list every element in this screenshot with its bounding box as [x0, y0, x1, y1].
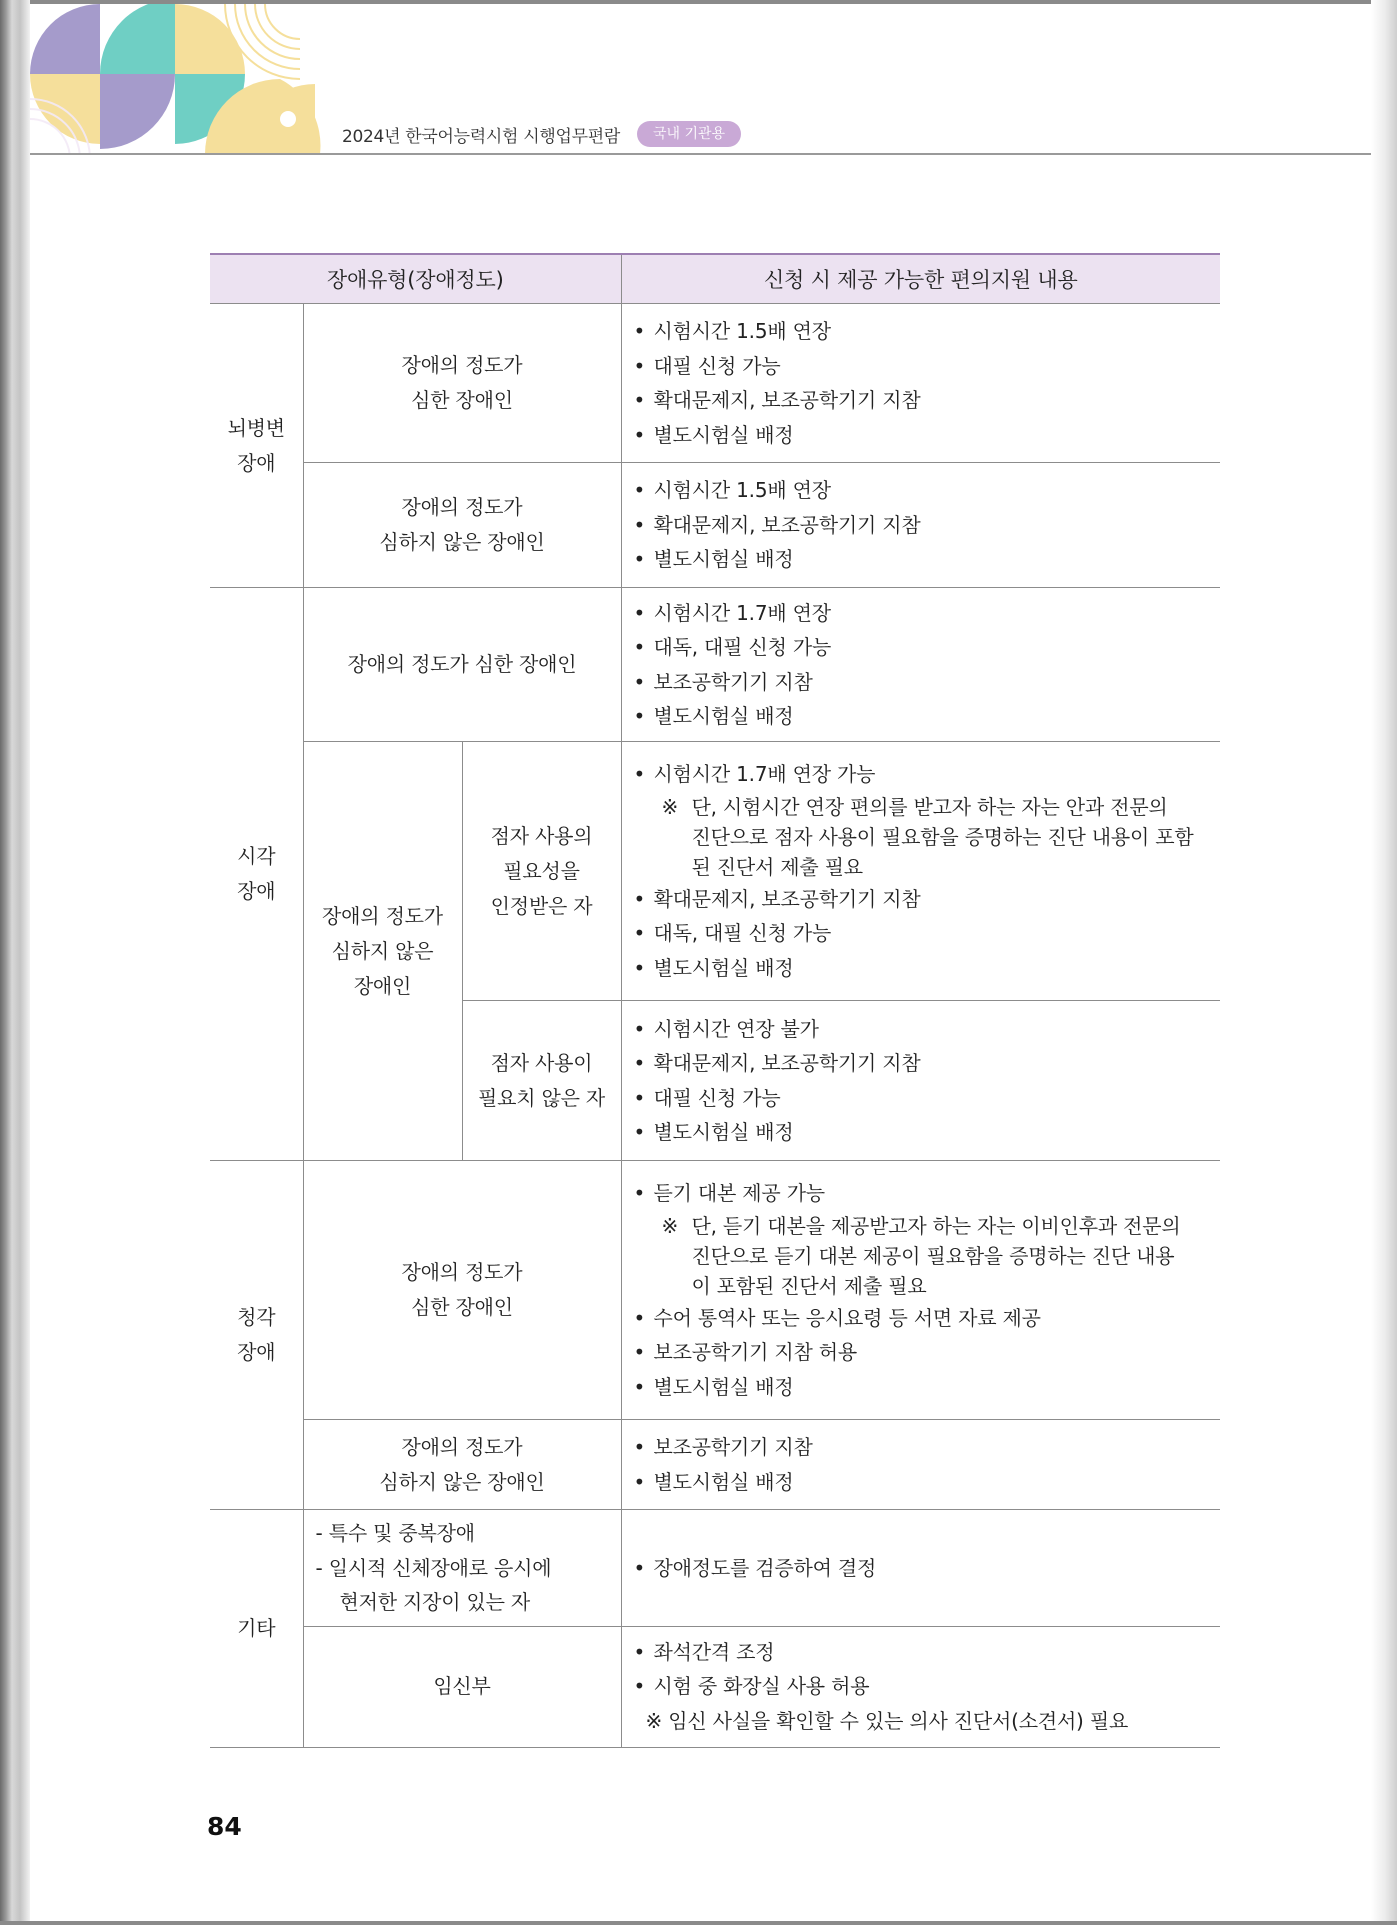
note-text: 이 포함된 진단서 제출 필요	[691, 1273, 927, 1298]
dash-mark: -	[315, 1521, 323, 1545]
table-row	[210, 588, 1220, 742]
bullet: •	[633, 512, 646, 537]
list-item	[634, 1335, 1221, 1370]
bullet: •	[633, 1120, 646, 1144]
sublevel-text: 점자 사용의	[490, 823, 593, 848]
table-row	[210, 304, 1220, 463]
bullet: •	[633, 1181, 646, 1205]
list-item	[634, 1176, 1221, 1211]
level-text: 심하지 않은 장애인	[379, 1469, 545, 1494]
bullet: •	[633, 1374, 646, 1399]
bullet: •	[633, 886, 646, 911]
item-text: 확대문제지, 보조공학기기 지참	[653, 886, 921, 911]
support-list	[621, 1001, 1220, 1161]
item-text: 좌석간격 조정	[653, 1639, 775, 1664]
list-item	[634, 1370, 1221, 1405]
list-item	[634, 473, 1221, 508]
bullet: •	[633, 1305, 646, 1330]
table-row	[210, 1420, 1220, 1510]
level-severe	[303, 588, 621, 742]
support-list	[621, 588, 1220, 742]
table-row	[210, 1626, 1220, 1747]
category-text: 장애	[237, 879, 276, 903]
list-item	[634, 1635, 1221, 1670]
list-item	[634, 916, 1221, 951]
level-severe	[303, 1161, 621, 1420]
bullet: •	[633, 1555, 646, 1580]
header-rule	[30, 153, 1371, 155]
list-item	[634, 951, 1221, 986]
list-item	[634, 314, 1221, 349]
running-title: 2024년 한국어능력시험 시행업무편람	[342, 127, 620, 147]
level-mild	[303, 463, 621, 588]
list-item	[634, 1465, 1221, 1500]
level-text: 심한 장애인	[411, 388, 513, 412]
page-edge-right	[1371, 0, 1397, 1925]
list-item	[634, 1669, 1221, 1704]
category-other	[210, 1510, 303, 1748]
table-header-row	[210, 254, 1220, 304]
list-item	[634, 383, 1221, 418]
item-text: 시험시간 1.7배 연장	[653, 600, 831, 625]
item-text: 별도시험실 배정	[653, 704, 794, 728]
bullet: •	[633, 1051, 646, 1075]
bullet: •	[633, 762, 646, 786]
level-mild	[303, 1420, 621, 1510]
level-text: 심한 장애인	[411, 1295, 513, 1319]
bullet: •	[633, 921, 646, 945]
list-item	[634, 1046, 1221, 1081]
item-text: 일시적 신체장애로 응시에	[328, 1555, 552, 1580]
bullet: •	[633, 600, 646, 625]
sublevel-text: 필요치 않은 자	[477, 1085, 606, 1110]
bullet: •	[633, 669, 646, 694]
list-item	[634, 1551, 1221, 1586]
note-text: 임신 사실을 확인할 수 있는 의사 진단서(소견서) 필요	[668, 1708, 1129, 1733]
list-item	[634, 1012, 1221, 1047]
list-item	[634, 1115, 1221, 1150]
item-text: 보조공학기기 지참	[653, 669, 813, 694]
level-text: 장애인	[353, 973, 412, 998]
level-text: 심하지 않은 장애인	[379, 530, 545, 554]
item-text: 시험시간 연장 불가	[653, 1016, 819, 1041]
page-edge-left	[0, 0, 30, 1925]
list-item	[634, 508, 1221, 543]
item-text: 확대문제지, 보조공학기기 지참	[653, 388, 921, 412]
item-text: 특수 및 중복장애	[328, 1521, 475, 1545]
sublevel-text: 필요성을	[503, 858, 580, 883]
note-text: 단, 듣기 대본을 제공받고자 하는 자는 이비인후과 전문의	[691, 1213, 1181, 1238]
table-row	[210, 742, 1220, 1001]
list-item	[634, 349, 1221, 384]
item-text: 듣기 대본 제공 가능	[653, 1181, 825, 1205]
item-text: 장애정도를 검증하여 결정	[653, 1555, 877, 1580]
bullet: •	[633, 478, 646, 503]
support-list	[621, 1510, 1220, 1627]
page-number: 84	[207, 1812, 242, 1841]
special-cases	[303, 1510, 621, 1627]
note-text: 진단으로 듣기 대본 제공이 필요함을 증명하는 진단 내용	[691, 1243, 1175, 1268]
support-list	[621, 1161, 1220, 1420]
item-text: 수어 통역사 또는 응시요령 등 서면 자료 제공	[653, 1305, 1041, 1330]
bullet: •	[633, 1469, 646, 1494]
item-text: 별도시험실 배정	[653, 1120, 794, 1144]
list-item	[634, 757, 1221, 792]
note-text: 단, 시험시간 연장 편의를 받고자 하는 자는 안과 전문의	[691, 794, 1168, 819]
level-text: 심하지 않은	[331, 938, 434, 963]
note	[634, 1704, 1221, 1739]
item-text: 별도시험실 배정	[653, 955, 794, 980]
table-row	[210, 1510, 1220, 1627]
item-text: 대필 신청 가능	[653, 1085, 781, 1110]
support-list	[621, 1420, 1220, 1510]
accommodation-table	[210, 253, 1220, 1748]
bullet: •	[633, 1639, 646, 1664]
table-row	[210, 1161, 1220, 1420]
list-item	[316, 1551, 621, 1586]
bullet: •	[633, 635, 646, 659]
category-text: 장애	[237, 1340, 276, 1364]
bullet: •	[633, 1340, 646, 1364]
list-item	[634, 1301, 1221, 1336]
list-item	[634, 596, 1221, 631]
bullet: •	[633, 388, 646, 412]
item-text: 시험시간 1.7배 연장 가능	[653, 762, 876, 786]
level-text: 장애의 정도가	[401, 495, 523, 519]
category-text: 기타	[237, 1615, 276, 1640]
list-item	[634, 1430, 1221, 1465]
bullet: •	[633, 1085, 646, 1110]
level-severe	[303, 304, 621, 463]
support-list	[621, 742, 1220, 1001]
item-text: 보조공학기기 지참	[653, 1435, 813, 1459]
list-item	[634, 418, 1221, 453]
item-text: 시험시간 1.5배 연장	[653, 478, 831, 503]
bullet: •	[633, 1435, 646, 1459]
sublevel-text: 인정받은 자	[490, 893, 593, 918]
item-text: 대필 신청 가능	[653, 353, 781, 378]
level-text: 장애의 정도가	[401, 1434, 523, 1459]
item-text: 대독, 대필 신청 가능	[653, 635, 832, 659]
list-item	[634, 542, 1221, 577]
page-edge-bottom	[0, 1921, 1397, 1925]
bullet: •	[633, 547, 646, 572]
category-brain	[210, 304, 303, 588]
sublevel-braille-not-needed	[462, 1001, 621, 1161]
list-item	[634, 665, 1221, 700]
header-support-content: 신청 시 제공 가능한 편의지원 내용	[621, 254, 1220, 304]
support-list	[621, 463, 1220, 588]
item-text: 확대문제지, 보조공학기기 지참	[653, 512, 921, 537]
item-text: 별도시험실 배정	[653, 547, 794, 572]
note	[634, 792, 1221, 822]
level-mild	[303, 742, 462, 1161]
list-item	[316, 1516, 621, 1551]
list-item	[634, 699, 1221, 734]
item-text: 대독, 대필 신청 가능	[653, 921, 832, 945]
header-disability-type: 장애유형(장애정도)	[210, 254, 621, 304]
bullet: •	[633, 704, 646, 728]
level-text: 장애의 정도가	[322, 903, 443, 928]
support-list	[621, 1626, 1220, 1747]
item-text: 시험 중 화장실 사용 허용	[653, 1674, 870, 1699]
category-hearing	[210, 1161, 303, 1510]
dash-mark: -	[315, 1555, 323, 1580]
list-item	[634, 882, 1221, 917]
bullet: •	[633, 353, 646, 378]
category-text: 뇌병변	[227, 415, 285, 440]
item-text: 별도시험실 배정	[653, 1469, 794, 1494]
bullet: •	[633, 319, 646, 343]
bullet: •	[633, 1016, 646, 1041]
category-text: 시각	[237, 844, 276, 868]
list-item	[634, 630, 1221, 665]
category-text: 장애	[237, 450, 276, 475]
list-item	[634, 1081, 1221, 1116]
header-decoration	[30, 4, 330, 154]
note	[634, 1211, 1221, 1241]
level-text: 장애의 정도가 심한 장애인	[347, 652, 577, 676]
note-text: 된 진단서 제출 필요	[691, 854, 863, 879]
item-text: 별도시험실 배정	[653, 422, 794, 447]
support-list	[621, 304, 1220, 463]
bullet: •	[633, 422, 646, 447]
audience-badge: 국내 기관용	[637, 121, 741, 147]
sublevel-text: 점자 사용이	[490, 1050, 593, 1075]
item-text: 별도시험실 배정	[653, 1374, 794, 1399]
table-row	[210, 463, 1220, 588]
level-text: 임신부	[433, 1674, 491, 1698]
bullet: •	[633, 955, 646, 980]
item-text: 현저한 지장이 있는 자	[339, 1590, 531, 1614]
item-text: 확대문제지, 보조공학기기 지참	[653, 1051, 921, 1075]
note-mark: ※	[661, 794, 679, 819]
note-mark: ※	[645, 1708, 663, 1733]
level-text: 장애의 정도가	[401, 353, 523, 377]
item-text: 보조공학기기 지참 허용	[653, 1340, 858, 1364]
level-pregnant	[303, 1626, 621, 1747]
category-text: 청각	[237, 1305, 276, 1329]
note-text: 진단으로 점자 사용이 필요함을 증명하는 진단 내용이 포함	[691, 824, 1194, 849]
category-visual	[210, 588, 303, 1161]
item-text: 시험시간 1.5배 연장	[653, 319, 831, 343]
sublevel-braille-needed	[462, 742, 621, 1001]
bullet: •	[633, 1674, 646, 1699]
note-mark: ※	[661, 1213, 679, 1238]
level-text: 장애의 정도가	[401, 1260, 523, 1284]
